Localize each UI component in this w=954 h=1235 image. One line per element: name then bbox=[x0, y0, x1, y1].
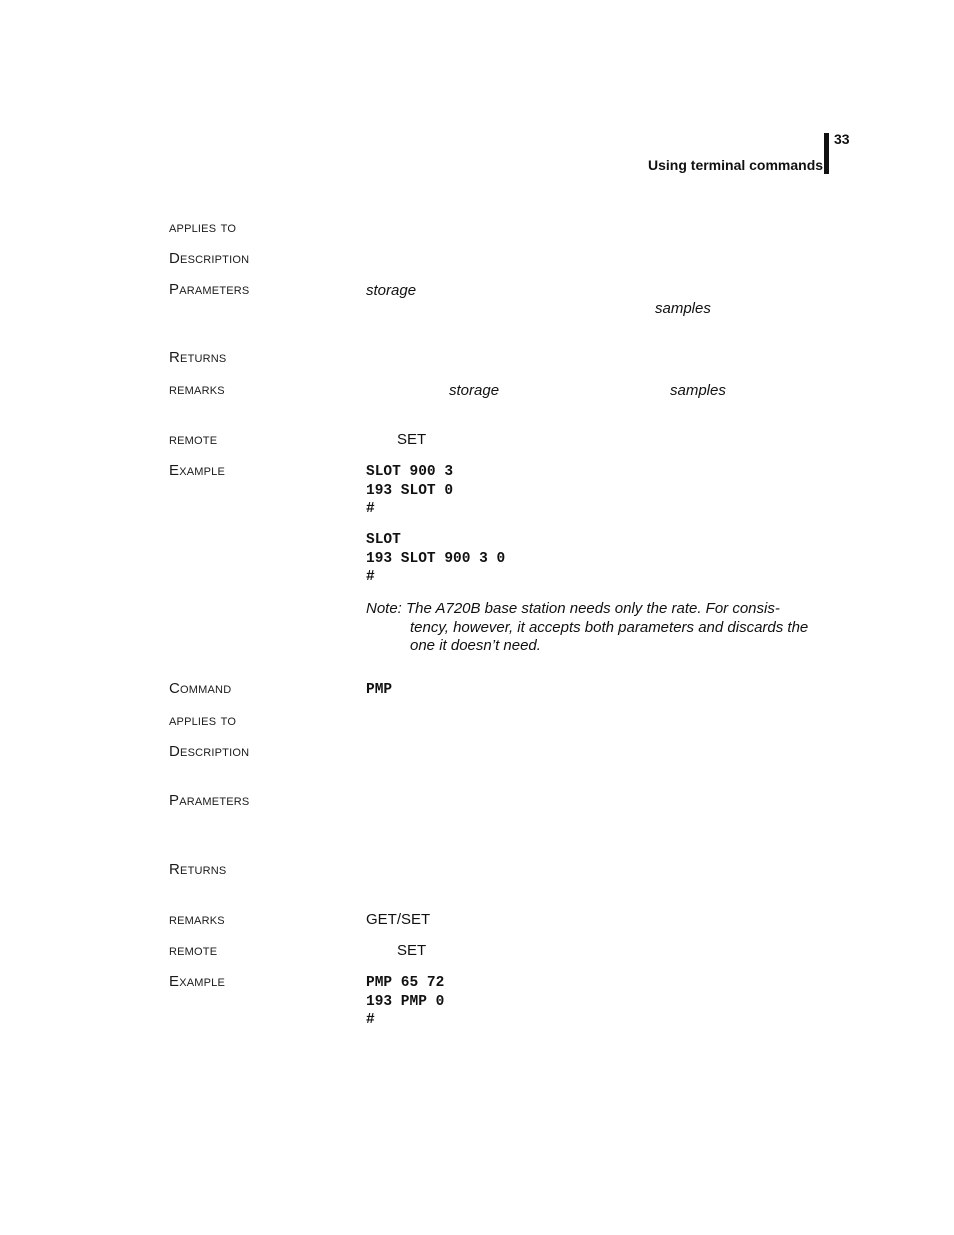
slot-remarks-label: remarks bbox=[169, 381, 225, 398]
slot-description-label: Description bbox=[169, 250, 250, 267]
slot-note bbox=[366, 600, 836, 656]
code-line: 193 PMP 0 bbox=[366, 993, 445, 1010]
code-line: SLOT bbox=[366, 532, 401, 548]
note-line: one it doesn’t need. bbox=[410, 637, 541, 654]
page-number: 33 bbox=[834, 131, 850, 147]
pmp-example-label: Example bbox=[169, 973, 226, 990]
slot-parameters-label: Parameters bbox=[169, 281, 250, 298]
slot-remote-value: SET bbox=[397, 431, 427, 448]
pmp-remarks-label: remarks bbox=[169, 911, 225, 928]
code-line: 193 SLOT 0 bbox=[366, 482, 454, 499]
code-line: 193 SLOT 900 3 0 bbox=[366, 550, 506, 567]
note-line: tency, however, it accepts both parameters and discards the bbox=[410, 618, 809, 636]
running-title: Using terminal commands bbox=[648, 157, 824, 173]
pmp-description-label: Description bbox=[169, 743, 250, 760]
slot-param-samples: samples bbox=[655, 300, 711, 317]
pmp-remote-value: SET bbox=[397, 942, 427, 959]
slot-remote-label: remote bbox=[169, 431, 218, 448]
pmp-applies-to-label: applies to bbox=[169, 712, 237, 729]
pmp-remarks-value: GET/SET bbox=[366, 911, 431, 928]
slot-remarks-samples: samples bbox=[670, 382, 726, 399]
slot-example-block-2 bbox=[366, 531, 505, 587]
pmp-command-value: PMP bbox=[366, 682, 393, 698]
header-rule bbox=[824, 133, 829, 174]
slot-applies-to-label: applies to bbox=[169, 219, 237, 236]
pmp-remote-label: remote bbox=[169, 942, 218, 959]
code-line: SLOT 900 3 bbox=[366, 464, 454, 480]
slot-example-block-1 bbox=[366, 463, 453, 519]
slot-example-label: Example bbox=[169, 462, 226, 479]
slot-param-storage: storage bbox=[366, 282, 417, 299]
pmp-example-block bbox=[366, 974, 444, 1030]
pmp-command-label: Command bbox=[169, 680, 232, 697]
note-line: Note: The A720B base station needs only the rate. For consis- bbox=[366, 600, 780, 617]
slot-remarks-storage: storage bbox=[449, 382, 500, 399]
pmp-parameters-label: Parameters bbox=[169, 792, 250, 809]
code-line: # bbox=[366, 1012, 375, 1028]
code-line: # bbox=[366, 569, 375, 585]
slot-returns-label: Returns bbox=[169, 349, 227, 366]
code-line: # bbox=[366, 501, 375, 517]
pmp-returns-label: Returns bbox=[169, 861, 227, 878]
code-line: PMP 65 72 bbox=[366, 975, 445, 991]
